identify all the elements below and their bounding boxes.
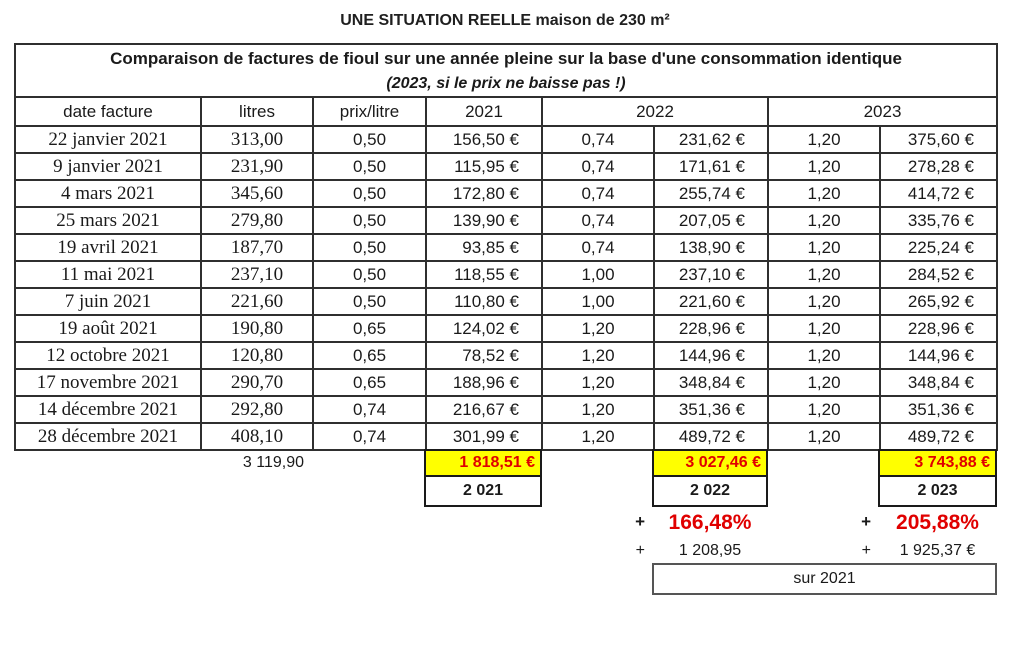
cell-prix-litre: 0,50	[313, 234, 426, 261]
cell-prix-2022: 1,20	[542, 369, 654, 396]
pct-increase-2023: 205,88%	[896, 510, 979, 534]
cell-cost-2022: 489,72 €	[654, 423, 768, 450]
cell-cost-2021: 124,02 €	[426, 315, 542, 342]
table-header-cell	[15, 44, 997, 97]
cell-cost-2022: 237,10 €	[654, 261, 768, 288]
cell-litres: 120,80	[201, 342, 313, 369]
table-row	[15, 180, 997, 207]
year-2022-cell: 2 022	[653, 476, 767, 506]
table-title-row	[15, 44, 997, 97]
cell-prix-2023: 1,20	[768, 369, 880, 396]
cell-cost-2021: 118,55 €	[426, 261, 542, 288]
cell-cost-2023: 225,24 €	[880, 234, 997, 261]
cell-cost-2023: 228,96 €	[880, 315, 997, 342]
cell-prix-litre: 0,65	[313, 369, 426, 396]
cell-litres: 290,70	[201, 369, 313, 396]
table-row	[15, 423, 997, 450]
cell-date-facture: 12 octobre 2021	[15, 342, 201, 369]
amount-increase-2022: 1 208,95	[678, 541, 742, 559]
total-2021-highlight: 1 818,51 €	[425, 450, 541, 476]
column-header-row	[15, 97, 997, 126]
amount-increase-row	[14, 538, 996, 564]
cell-cost-2023: 144,96 €	[880, 342, 997, 369]
cell-cost-2022: 221,60 €	[654, 288, 768, 315]
cell-date-facture: 4 mars 2021	[15, 180, 201, 207]
cell-cost-2022: 231,62 €	[654, 126, 768, 153]
cell-cost-2022: 255,74 €	[654, 180, 768, 207]
cell-date-facture: 11 mai 2021	[15, 261, 201, 288]
cell-prix-litre: 0,50	[313, 261, 426, 288]
cell-prix-2022: 1,20	[542, 396, 654, 423]
total-2023-highlight: 3 743,88 €	[879, 450, 996, 476]
totals-section	[14, 449, 997, 595]
cell-date-facture: 19 avril 2021	[15, 234, 201, 261]
cell-prix-2022: 0,74	[542, 153, 654, 180]
cell-prix-2023: 1,20	[768, 396, 880, 423]
table-header-line1: Comparaison de factures de fioul sur une année pleine sur la base d'une consommation identique	[110, 49, 902, 68]
cell-prix-2023: 1,20	[768, 207, 880, 234]
cell-date-facture: 7 juin 2021	[15, 288, 201, 315]
cell-prix-2022: 0,74	[542, 126, 654, 153]
cell-prix-2022: 0,74	[542, 180, 654, 207]
cell-prix-2022: 1,00	[542, 261, 654, 288]
plus-sign-amt-2022: +	[635, 542, 645, 559]
table-row	[15, 153, 997, 180]
cell-cost-2021: 93,85 €	[426, 234, 542, 261]
cell-cost-2023: 348,84 €	[880, 369, 997, 396]
cell-litres: 292,80	[201, 396, 313, 423]
table-row	[15, 234, 997, 261]
cell-cost-2021: 139,90 €	[426, 207, 542, 234]
total-2022-highlight: 3 027,46 €	[653, 450, 767, 476]
cell-cost-2023: 489,72 €	[880, 423, 997, 450]
table-row	[15, 342, 997, 369]
cell-prix-2023: 1,20	[768, 126, 880, 153]
col-date-facture: date facture	[15, 97, 201, 126]
cell-cost-2022: 171,61 €	[654, 153, 768, 180]
cell-cost-2021: 78,52 €	[426, 342, 542, 369]
cell-litres: 237,10	[201, 261, 313, 288]
cell-cost-2023: 265,92 €	[880, 288, 997, 315]
cell-cost-2023: 278,28 €	[880, 153, 997, 180]
cell-cost-2023: 375,60 €	[880, 126, 997, 153]
cell-prix-2022: 1,20	[542, 342, 654, 369]
cell-litres: 279,80	[201, 207, 313, 234]
col-litres: litres	[201, 97, 313, 126]
cell-prix-2023: 1,20	[768, 288, 880, 315]
cell-litres: 408,10	[201, 423, 313, 450]
cell-prix-litre: 0,50	[313, 180, 426, 207]
table-row	[15, 261, 997, 288]
cell-date-facture: 25 mars 2021	[15, 207, 201, 234]
page-title: UNE SITUATION REELLE maison de 230 m²	[340, 12, 670, 29]
cell-date-facture: 9 janvier 2021	[15, 153, 201, 180]
cell-cost-2021: 110,80 €	[426, 288, 542, 315]
cell-date-facture: 17 novembre 2021	[15, 369, 201, 396]
cell-cost-2021: 188,96 €	[426, 369, 542, 396]
cell-cost-2022: 144,96 €	[654, 342, 768, 369]
cell-date-facture: 22 janvier 2021	[15, 126, 201, 153]
pct-increase-2022: 166,48%	[668, 510, 752, 534]
cell-cost-2022: 228,96 €	[654, 315, 768, 342]
cell-cost-2022: 138,90 €	[654, 234, 768, 261]
plus-sign-amt-2023: +	[861, 541, 871, 559]
cell-prix-litre: 0,50	[313, 207, 426, 234]
amount-increase-2023: 1 925,37 €	[899, 541, 976, 559]
cell-prix-litre: 0,74	[313, 423, 426, 450]
cell-litres: 231,90	[201, 153, 313, 180]
table-row	[15, 126, 997, 153]
cell-litres: 187,70	[201, 234, 313, 261]
cell-prix-2023: 1,20	[768, 315, 880, 342]
cell-litres: 345,60	[201, 180, 313, 207]
cell-date-facture: 14 décembre 2021	[15, 396, 201, 423]
cell-cost-2021: 301,99 €	[426, 423, 542, 450]
cell-cost-2021: 172,80 €	[426, 180, 542, 207]
cell-prix-2023: 1,20	[768, 423, 880, 450]
cell-prix-2022: 1,20	[542, 423, 654, 450]
table-row	[15, 369, 997, 396]
table-row	[15, 207, 997, 234]
comparison-section	[14, 43, 998, 595]
col-2022: 2022	[542, 97, 768, 126]
col-prix-litre: prix/litre	[313, 97, 426, 126]
sur-2021-cell: sur 2021	[653, 564, 996, 594]
table-row	[15, 396, 997, 423]
year-2021-cell: 2 021	[425, 476, 541, 506]
cell-prix-2022: 1,20	[542, 315, 654, 342]
cell-prix-2022: 1,00	[542, 288, 654, 315]
cell-prix-2023: 1,20	[768, 234, 880, 261]
cell-prix-2023: 1,20	[768, 180, 880, 207]
cell-litres: 221,60	[201, 288, 313, 315]
cell-cost-2023: 414,72 €	[880, 180, 997, 207]
table-row	[15, 288, 997, 315]
cell-prix-2023: 1,20	[768, 342, 880, 369]
cell-prix-2023: 1,20	[768, 261, 880, 288]
cell-cost-2021: 115,95 €	[426, 153, 542, 180]
year-2023-cell: 2 023	[879, 476, 996, 506]
cell-prix-litre: 0,50	[313, 288, 426, 315]
cell-prix-litre: 0,50	[313, 126, 426, 153]
cell-litres: 313,00	[201, 126, 313, 153]
cell-prix-2022: 0,74	[542, 207, 654, 234]
cell-cost-2022: 351,36 €	[654, 396, 768, 423]
cell-prix-2022: 0,74	[542, 234, 654, 261]
cell-cost-2021: 156,50 €	[426, 126, 542, 153]
litres-total: 3 119,90	[242, 454, 304, 471]
cell-litres: 190,80	[201, 315, 313, 342]
baseline-row	[14, 564, 996, 594]
cell-cost-2023: 335,76 €	[880, 207, 997, 234]
cell-prix-litre: 0,50	[313, 153, 426, 180]
cell-cost-2022: 348,84 €	[654, 369, 768, 396]
cell-prix-2023: 1,20	[768, 153, 880, 180]
fuel-comparison-table	[14, 43, 998, 451]
cell-cost-2023: 351,36 €	[880, 396, 997, 423]
plus-sign-pct-2022: +	[635, 512, 645, 531]
year-label-row	[14, 476, 996, 506]
cell-prix-litre: 0,65	[313, 315, 426, 342]
cell-cost-2022: 207,05 €	[654, 207, 768, 234]
cell-prix-litre: 0,74	[313, 396, 426, 423]
table-header-line2: (2023, si le prix ne baisse pas !)	[386, 75, 626, 92]
cell-date-facture: 19 août 2021	[15, 315, 201, 342]
cell-cost-2023: 284,52 €	[880, 261, 997, 288]
col-2021: 2021	[426, 97, 542, 126]
percent-increase-row	[14, 506, 996, 538]
cell-date-facture: 28 décembre 2021	[15, 423, 201, 450]
cell-cost-2021: 216,67 €	[426, 396, 542, 423]
totals-row	[14, 450, 996, 476]
table-row	[15, 315, 997, 342]
col-2023: 2023	[768, 97, 997, 126]
cell-prix-litre: 0,65	[313, 342, 426, 369]
plus-sign-pct-2023: +	[861, 512, 871, 531]
